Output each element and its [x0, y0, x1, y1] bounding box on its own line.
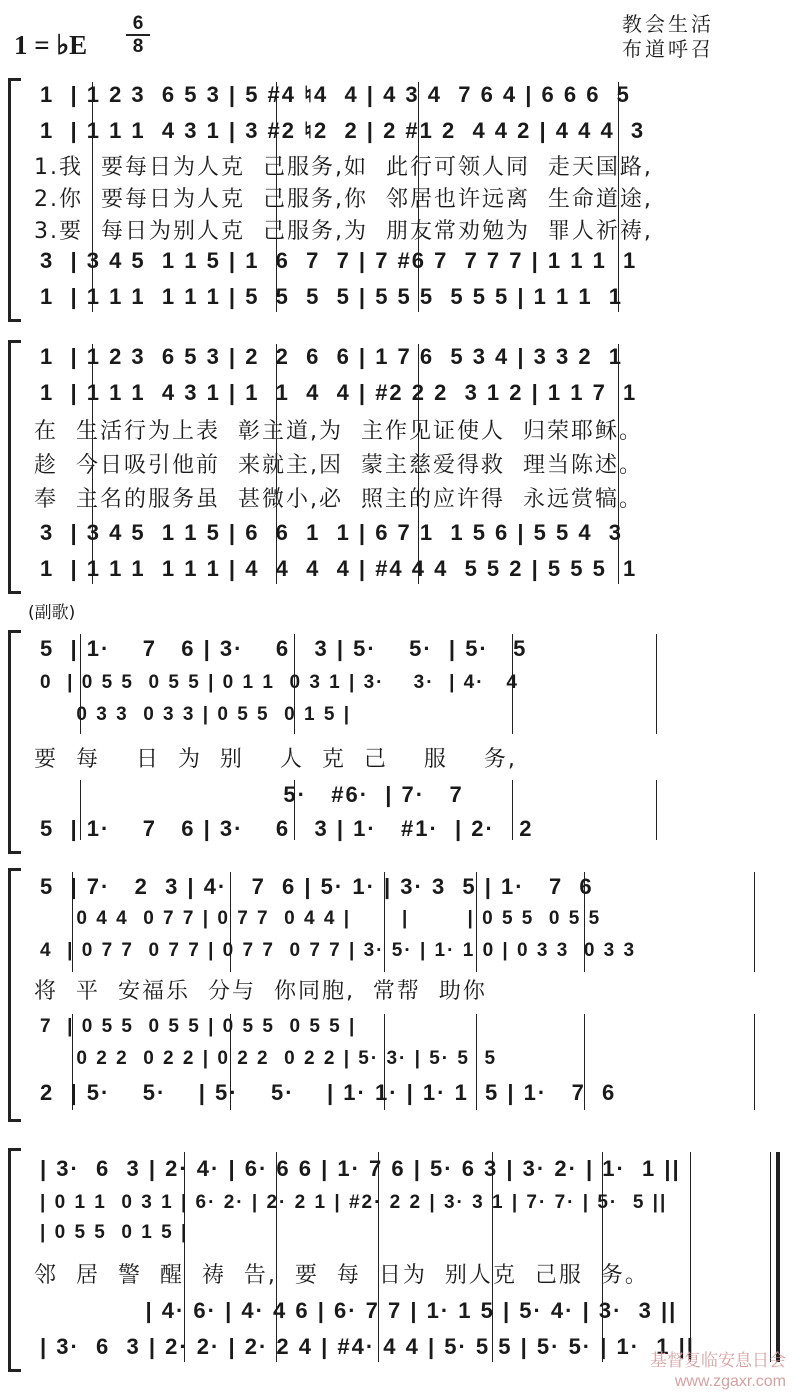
system-brace — [8, 630, 21, 854]
alto-line: 1 | 1 1 1 4 3 1 | 3 #2 ♮2 2 | 2 #1 2 4 4 2 | 4 4 4 3 — [40, 118, 646, 143]
soprano-line: 1 | 1 2 3 6 5 3 | 5 #4 ♮4 4 | 4 3 4 7 6 4 | 6 6 6 5 — [40, 82, 631, 107]
system-brace — [8, 78, 21, 322]
alto-line-1: | 0 1 1 0 3 1 | 6· 2· | 2· 2 1 | #2· 2 2 | 3· 3 1 | 7· 7· | 5· 5 || — [40, 1192, 668, 1213]
lyric-verse-1: 在 生活行为上表 彰主道,为 主作见证使人 归荣耶稣。 — [34, 419, 643, 444]
lyric-verse-2: 2.你 要每日为人克 己服务,你 邻居也许远离 生命道途, — [34, 187, 653, 212]
time-top: 6 — [132, 13, 144, 34]
soprano-line: | 3· 6 3 | 2· 4· | 6· 6 6 | 1· 7 6 | 5· 6 3 | 3· 2· | 1· 1 || — [40, 1156, 681, 1181]
lyric-verse-1: 1.我 要每日为人克 己服务,如 此行可领人同 走天国路, — [34, 155, 653, 180]
bass-line: | 3· 6 3 | 2· 2· | 2· 2 4 | #4· 4 4 | 5· 5 5 | 5· 5· | 1· 1 || — [40, 1334, 695, 1359]
chorus-label: (副歌) — [28, 603, 76, 623]
alto-line-1: 0 4 4 0 7 7 | 0 7 7 0 4 4 | | | 0 5 5 0 5 5 — [40, 908, 602, 929]
chorus-lyric: 邻 居 警 醒 祷 告, 要 每 日为 别人克 己服 务。 — [34, 1263, 649, 1288]
key-signature: 1 = ♭E — [14, 30, 88, 60]
alto-line-2: | 0 5 5 0 1 5 | — [40, 1222, 189, 1243]
bass-line: 1 | 1 1 1 1 1 1 | 4 4 4 4 | #4 4 4 5 5 2 | 5 5 5 1 — [40, 556, 638, 581]
chorus-lyric: 将 平 安福乐 分与 你同胞, 常帮 助你 — [34, 979, 487, 1004]
soprano-line: 5 | 7· 2 3 | 4· 7 6 | 5· 1· | 3· 3 5 | 1· 7 6 — [40, 874, 594, 899]
chorus-lyric: 要 每 日 为 别 人 克 己 服 务, — [34, 747, 517, 772]
time-signature — [126, 14, 150, 56]
alto-line-2: 0 3 3 0 3 3 | 0 5 5 0 1 5 | — [40, 704, 352, 725]
system-brace — [8, 340, 21, 594]
source-line-2: 布道呼召 — [622, 37, 714, 61]
system-2 — [0, 340, 800, 590]
time-bottom: 8 — [132, 36, 144, 57]
system-5 — [0, 1148, 800, 1368]
tenor-line: 3 | 3 4 5 1 1 5 | 6 6 1 1 | 6 7 1 1 5 6 | 5 5 4 3 — [40, 520, 624, 545]
bass-line: 2 | 5· 5· | 5· 5· | 1· 1· | 1· 1 5 | 1· 7 6 — [40, 1080, 617, 1105]
lyric-verse-3: 3.要 每日为别人克 己服务,为 朋友常劝勉为 罪人祈祷, — [34, 219, 653, 244]
alto-line-1: 0 | 0 5 5 0 5 5 | 0 1 1 0 3 1 | 3· 3· | 4· 4 — [40, 672, 519, 693]
watermark-title: 基督复临安息日会 — [650, 1351, 786, 1371]
system-3 — [0, 630, 800, 850]
system-4 — [0, 868, 800, 1118]
watermark-url: www.zgaxr.com — [674, 1373, 786, 1390]
source-line-1: 教会生活 — [622, 12, 714, 36]
alto-line: 1 | 1 1 1 4 3 1 | 1 1 4 4 | #2 2 2 3 1 2 | 1 1 7 1 — [40, 380, 638, 405]
system-brace — [8, 868, 21, 1122]
tenor-line-2: 0 2 2 0 2 2 | 0 2 2 0 2 2 | 5· 3· | 5· 5 5 — [40, 1048, 498, 1069]
bass-line: 5 | 1· 7 6 | 3· 6 3 | 1· #1· | 2· 2 — [40, 816, 534, 841]
tenor-line-1: 7 | 0 5 5 0 5 5 | 0 5 5 0 5 5 | — [40, 1016, 357, 1037]
source-label — [622, 12, 714, 62]
lyric-verse-2: 趁 今日吸引他前 来就主,因 蒙主慈爱得救 理当陈述。 — [34, 453, 643, 478]
system-brace — [8, 1148, 21, 1372]
soprano-line: 5 | 1· 7 6 | 3· 6 3 | 5· 5· | 5· 5 — [40, 636, 528, 661]
tenor-line: 5· #6· | 7· 7 — [40, 782, 464, 807]
tenor-line: 3 | 3 4 5 1 1 5 | 1 6 7 7 | 7 #6 7 7 7 7 | 1 1 1 1 — [40, 248, 638, 273]
system-1 — [0, 78, 800, 318]
soprano-line: 1 | 1 2 3 6 5 3 | 2 2 6 6 | 1 7 6 5 3 4 | 3 3 2 1 — [40, 344, 624, 369]
bass-line: 1 | 1 1 1 1 1 1 | 5 5 5 5 | 5 5 5 5 5 5 | 1 1 1 1 — [40, 284, 624, 309]
lyric-verse-3: 奉 主名的服务虽 甚微小,必 照主的应许得 永远赏犒。 — [34, 487, 643, 512]
tenor-line: | 4· 6· | 4· 4 6 | 6· 7 7 | 1· 1 5 | 5· 4· | 3· 3 || — [40, 1298, 678, 1323]
alto-line-2: 4 | 0 7 7 0 7 7 | 0 7 7 0 7 7 | 3· 5· | 1· 1 0 | 0 3 3 0 3 3 — [40, 940, 637, 961]
